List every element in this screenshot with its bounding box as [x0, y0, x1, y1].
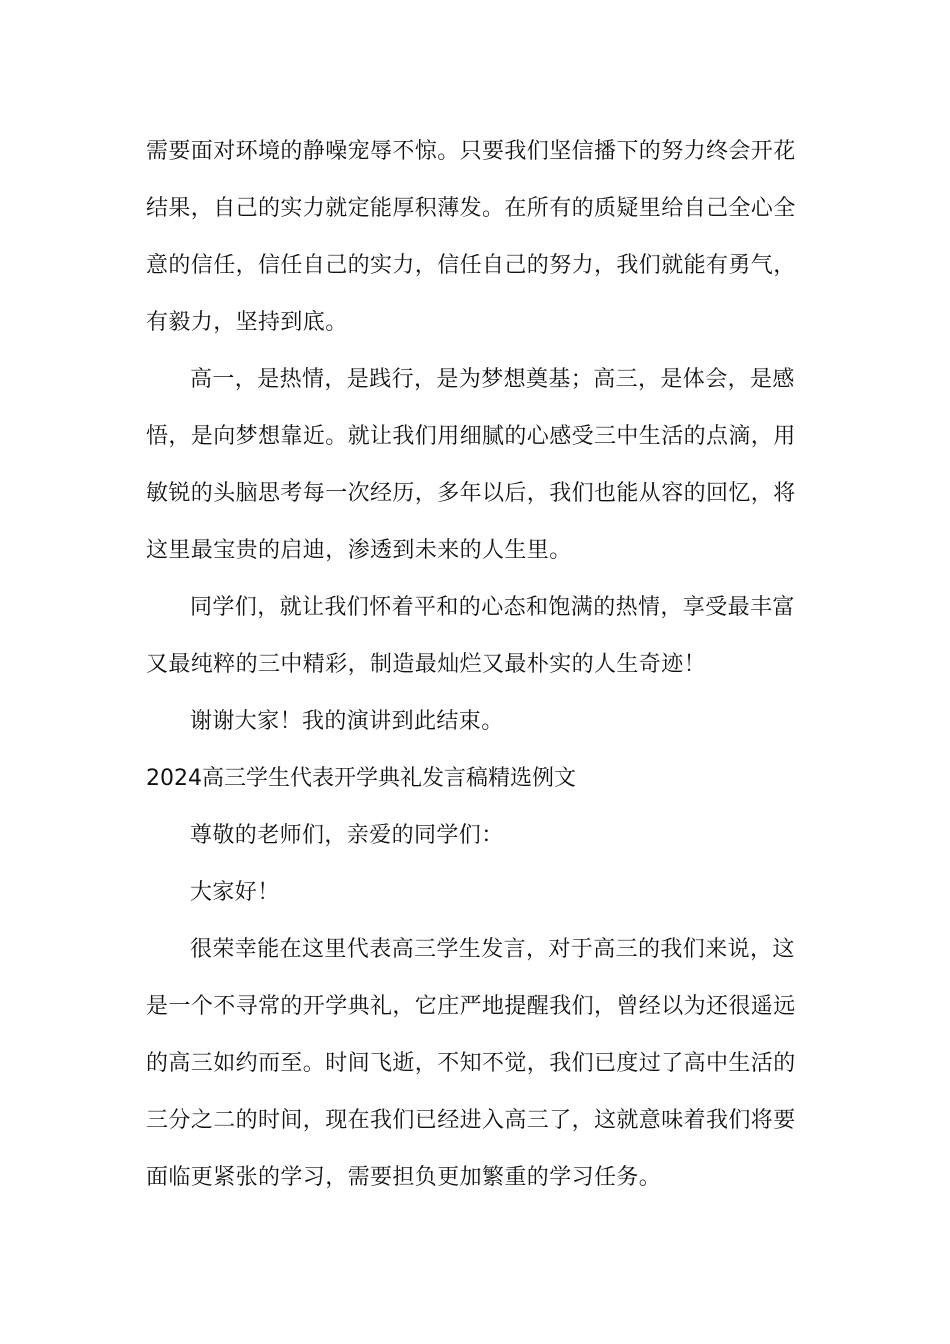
paragraph-start-line: 同学们，就让我们怀着平和的心态和饱满的热情，享受最丰富 [190, 595, 795, 620]
text-line: 结果，自己的实力就定能厚积薄发。在所有的质疑里给自己全心全 [146, 196, 796, 221]
text-line: 悟，是向梦想靠近。就让我们用细腻的心感受三中生活的点滴，用 [146, 424, 796, 449]
text-line: 面临更紧张的学习，需要担负更加繁重的学习任务。 [146, 1165, 662, 1190]
paragraph-start-line: 很荣幸能在这里代表高三学生发言，对于高三的我们来说，这 [190, 937, 795, 962]
text-line: 又最纯粹的三中精彩，制造最灿烂又最朴实的人生奇迹！ [146, 652, 707, 677]
text-line: 是一个不寻常的开学典礼，它庄严地提醒我们，曾经以为还很遥远 [146, 994, 796, 1019]
paragraph-start-line: 高一，是热情，是践行，是为梦想奠基；高三，是体会，是感 [190, 367, 795, 392]
paragraph-start-line: 谢谢大家！我的演讲到此结束。 [190, 709, 504, 734]
text-line: 这里最宝贵的启迪，渗透到未来的人生里。 [146, 538, 572, 563]
text-line: 的高三如约而至。时间飞逝，不知不觉，我们已度过了高中生活的 [146, 1051, 796, 1076]
text-line: 意的信任，信任自己的实力，信任自己的努力，我们就能有勇气， [146, 253, 796, 278]
text-line: 三分之二的时间，现在我们已经进入高三了，这就意味着我们将要 [146, 1108, 796, 1133]
text-line: 需要面对环境的静噪宠辱不惊。只要我们坚信播下的努力终会开花 [146, 139, 796, 164]
salutation-line: 尊敬的老师们，亲爱的同学们： [190, 823, 504, 848]
section-heading: 2024高三学生代表开学典礼发言稿精选例文 [146, 766, 576, 791]
greeting-line: 大家好！ [190, 880, 280, 905]
text-line: 有毅力，坚持到底。 [146, 310, 348, 335]
text-line: 敏锐的头脑思考每一次经历，多年以后，我们也能从容的回忆，将 [146, 481, 796, 506]
